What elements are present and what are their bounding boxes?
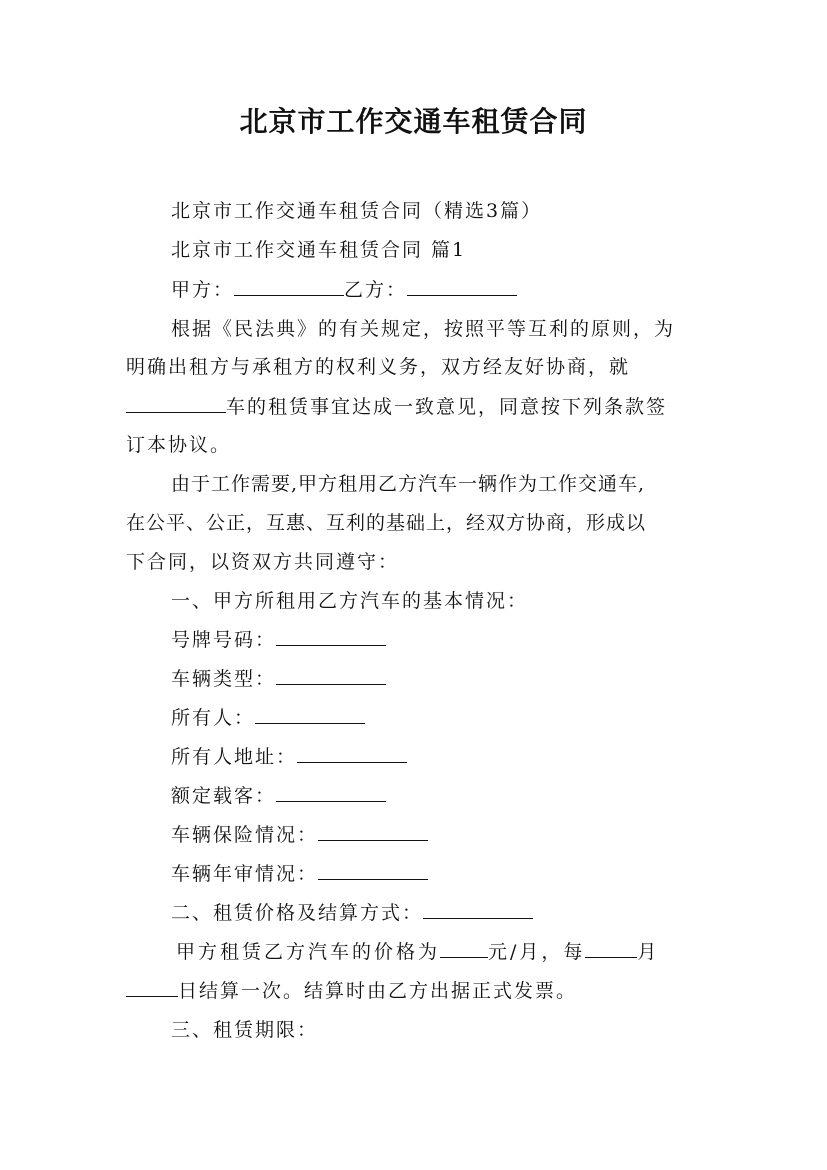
plate-number-line <box>171 627 386 653</box>
party-b-blank <box>407 277 517 296</box>
price-blank <box>440 939 488 958</box>
vehicle-blank <box>126 394 226 413</box>
party-a-blank <box>234 277 344 296</box>
intro-line-1: 根据《民法典》的有关规定，按照平等互利的原则，为 <box>171 318 676 340</box>
day-blank <box>126 978 178 997</box>
purpose-line-1: 由于工作需要,甲方租用乙方汽车一辆作为工作交通车, <box>171 473 646 495</box>
rated-capacity-blank <box>276 783 386 802</box>
intro-line-4: 订本协议。 <box>126 434 232 456</box>
intro-line-2: 明确出租方与承租方的权利义务，双方经友好协商，就 <box>126 356 631 378</box>
annual-inspection-blank <box>318 861 428 880</box>
price-prefix: 甲方租赁乙方汽车的价格为 <box>176 941 441 963</box>
plate-number-label: 号牌号码： <box>171 629 277 651</box>
document-subtitle: 北京市工作交通车租赁合同（精选3篇） <box>171 200 543 222</box>
clause2-heading: 二、租赁价格及结算方式： <box>171 902 424 924</box>
plate-number-blank <box>276 627 386 646</box>
annual-inspection-label: 车辆年审情况： <box>171 863 319 885</box>
purpose-line-3: 下合同，以资双方共同遵守： <box>126 551 400 573</box>
section-heading: 北京市工作交通车租赁合同 篇1 <box>171 239 467 261</box>
rated-capacity-label: 额定载客： <box>171 785 277 807</box>
settlement-text: 日结算一次。结算时由乙方出据正式发票。 <box>178 980 578 1002</box>
party-b-label: 乙方： <box>344 279 408 301</box>
owner-line <box>171 705 365 731</box>
parties-line <box>171 277 517 303</box>
vehicle-type-blank <box>276 666 386 685</box>
settlement-line <box>126 978 577 1004</box>
price-unit: 元/月，每 <box>488 941 586 963</box>
intro-line-3-text: 车的租赁事宜达成一致意见，同意按下列条款签 <box>226 396 668 418</box>
intro-line-3 <box>126 394 667 420</box>
party-a-label: 甲方： <box>171 279 235 301</box>
purpose-line-2: 在公平、公正，互惠、互利的基础上，经双方协商，形成以 <box>126 512 647 534</box>
clause3-heading: 三、租赁期限： <box>171 1019 319 1041</box>
owner-address-line <box>171 744 407 770</box>
insurance-blank <box>318 822 428 841</box>
clause2-heading-line <box>171 900 533 926</box>
owner-blank <box>255 705 365 724</box>
month-blank <box>585 939 637 958</box>
vehicle-type-line <box>171 666 386 692</box>
insurance-label: 车辆保险情况： <box>171 824 319 846</box>
owner-address-label: 所有人地址： <box>171 746 298 768</box>
document-title: 北京市工作交通车租赁合同 <box>239 105 588 138</box>
rated-capacity-line <box>171 783 386 809</box>
settlement-method-blank <box>423 900 533 919</box>
owner-address-blank <box>297 744 407 763</box>
annual-inspection-line <box>171 861 428 887</box>
vehicle-type-label: 车辆类型： <box>171 668 277 690</box>
clause1-heading: 一、甲方所租用乙方汽车的基本情况： <box>171 590 529 612</box>
price-line <box>176 939 659 965</box>
owner-label: 所有人： <box>171 707 256 729</box>
month-label: 月 <box>637 941 660 963</box>
insurance-line <box>171 822 428 848</box>
